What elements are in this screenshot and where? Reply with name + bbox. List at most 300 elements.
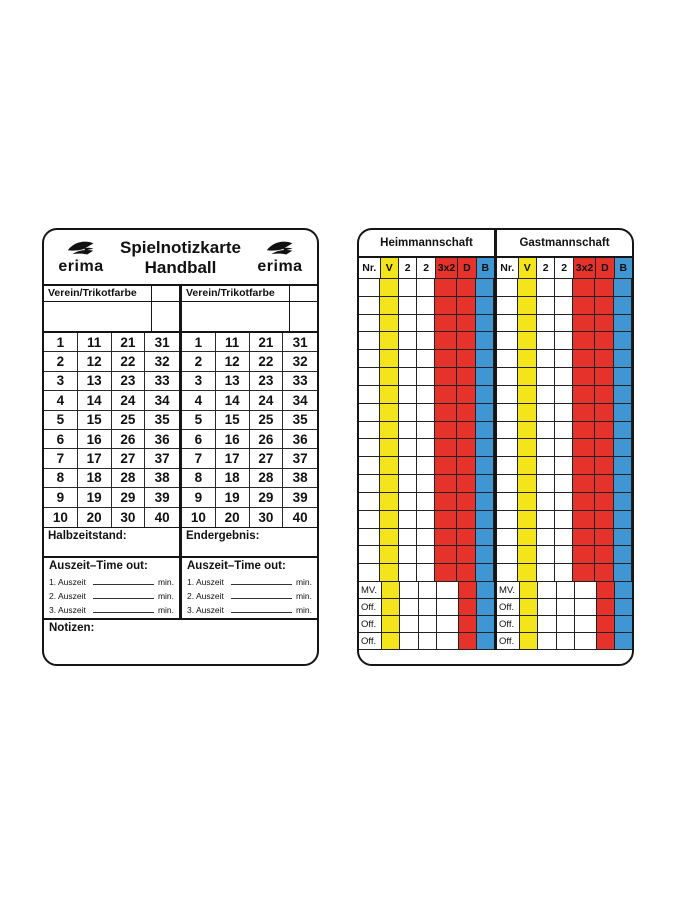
player-number-cell: 31 <box>145 333 179 352</box>
player-number-cell: 39 <box>145 488 179 507</box>
mark-cell <box>359 350 380 368</box>
player-number-cell: 40 <box>154 509 170 525</box>
player-number-cell: 11 <box>216 333 250 352</box>
player-number-cell: 8 <box>44 469 78 488</box>
mark-cell <box>538 633 556 650</box>
timeout-blank-line <box>231 598 292 599</box>
mark-cell <box>497 546 518 564</box>
player-number-cell: 36 <box>145 430 179 449</box>
mark-cell <box>419 633 437 650</box>
mark-cell <box>380 511 398 529</box>
mark-cell <box>417 315 435 333</box>
mark-cell <box>614 457 632 475</box>
official-row <box>497 582 632 599</box>
mark-cell <box>417 279 435 297</box>
mark-cell <box>459 582 477 599</box>
mark-cell <box>595 529 613 547</box>
mark-cell <box>518 564 536 582</box>
mark-cell <box>538 582 556 599</box>
timeout-lines <box>187 573 312 615</box>
timeout-label: 3. Auszeit <box>187 604 224 615</box>
mark-cell <box>380 564 398 582</box>
mark-cell <box>595 422 613 440</box>
mark-cell <box>614 511 632 529</box>
number-grid-home <box>44 333 179 527</box>
mark-cell <box>359 546 380 564</box>
mark-cell <box>614 297 632 315</box>
mark-cell <box>573 564 595 582</box>
mark-cell <box>359 386 380 404</box>
player-number-cell: 33 <box>283 372 317 391</box>
mark-cell <box>380 350 398 368</box>
player-number-cell: 3 <box>182 372 216 391</box>
mark-cell <box>476 475 494 493</box>
player-row <box>359 297 494 315</box>
timeout-home <box>44 558 179 618</box>
mark-cell <box>518 439 536 457</box>
timeout-unit: min. <box>157 576 174 587</box>
timeout-label: 1. Auszeit <box>187 576 224 587</box>
club-write-cell <box>182 302 290 331</box>
mark-cell <box>614 315 632 333</box>
mark-cell <box>573 439 595 457</box>
player-number-cell: 23 <box>250 372 284 391</box>
mark-cell <box>518 529 536 547</box>
player-number-cell: 4 <box>182 391 216 410</box>
mark-cell <box>595 493 613 511</box>
player-number-cell: 32 <box>283 352 317 371</box>
timeout-line <box>49 573 174 587</box>
mark-cell <box>435 439 457 457</box>
player-number-cell: 16 <box>216 430 250 449</box>
official-row <box>359 582 494 599</box>
game-note-card <box>42 228 319 666</box>
mark-cell <box>518 457 536 475</box>
player-row <box>497 439 632 457</box>
player-row <box>497 368 632 386</box>
mark-cell <box>597 599 615 616</box>
timeout-section <box>44 556 317 618</box>
player-row <box>497 475 632 493</box>
player-number-grid <box>182 333 317 527</box>
timeout-label: 1. Auszeit <box>49 576 86 587</box>
mark-cell <box>476 332 494 350</box>
mark-cell <box>497 457 518 475</box>
mark-cell <box>537 529 555 547</box>
mark-cell <box>437 616 459 633</box>
mark-cell <box>476 546 494 564</box>
mark-cell <box>595 404 613 422</box>
mark-cell <box>399 297 417 315</box>
mark-cell <box>459 616 477 633</box>
player-number-cell: 38 <box>145 469 179 488</box>
mark-cell <box>555 493 573 511</box>
player-row <box>497 529 632 547</box>
mark-cell <box>435 332 457 350</box>
mark-cell <box>380 475 398 493</box>
mark-cell <box>614 564 632 582</box>
mark-cell <box>615 599 632 616</box>
mark-cell <box>435 457 457 475</box>
player-row <box>359 279 494 297</box>
mark-cell <box>575 582 597 599</box>
player-number-cell: 24 <box>250 391 284 410</box>
mark-cell <box>497 350 518 368</box>
mark-cell <box>399 475 417 493</box>
timeout-label: 2. Auszeit <box>187 590 224 601</box>
mark-cell <box>573 404 595 422</box>
timeout-label: 3. Auszeit <box>49 604 86 615</box>
mark-cell <box>399 350 417 368</box>
mark-cell <box>437 582 459 599</box>
player-number-cell: 24 <box>112 391 146 410</box>
mark-cell <box>520 616 538 633</box>
mark-cell <box>520 633 538 650</box>
mark-cell <box>476 279 494 297</box>
player-row <box>497 350 632 368</box>
mark-cell <box>417 529 435 547</box>
official-row <box>359 616 494 633</box>
mark-cell <box>497 279 518 297</box>
official-label-cell: MV. <box>359 582 382 599</box>
player-number-grid <box>44 333 179 527</box>
player-number-cell: 19 <box>78 488 112 507</box>
mark-cell <box>595 279 613 297</box>
mark-cell <box>399 279 417 297</box>
mark-cell <box>557 582 575 599</box>
player-number-cell: 10 <box>182 508 216 527</box>
mark-cell <box>497 386 518 404</box>
player-row <box>359 386 494 404</box>
mark-cell <box>476 439 494 457</box>
column-header-cell: 2 <box>537 258 555 279</box>
mark-cell <box>518 511 536 529</box>
mark-cell <box>399 332 417 350</box>
mark-cell <box>476 529 494 547</box>
mark-cell <box>537 350 555 368</box>
player-row <box>497 457 632 475</box>
club-narrow-cell <box>152 302 179 331</box>
mark-cell <box>359 368 380 386</box>
mark-cell <box>615 633 632 650</box>
mark-cell <box>615 616 632 633</box>
player-number-cell: 30 <box>250 508 284 527</box>
mark-cell <box>595 564 613 582</box>
card-title <box>120 238 241 278</box>
column-header-cell: V <box>381 258 399 279</box>
mark-cell <box>435 511 457 529</box>
timeout-label: 2. Auszeit <box>49 590 86 601</box>
mark-cell <box>419 582 437 599</box>
penalty-track-card <box>357 228 634 666</box>
mark-cell <box>457 422 475 440</box>
mark-cell <box>359 439 380 457</box>
player-number-cell: 4 <box>44 391 78 410</box>
mark-cell <box>537 546 555 564</box>
mark-cell <box>538 616 556 633</box>
halftime-score-cell: Halbzeitstand: <box>48 529 127 542</box>
mark-cell <box>597 616 615 633</box>
mark-cell <box>457 279 475 297</box>
mark-cell <box>457 529 475 547</box>
mark-cell <box>537 404 555 422</box>
mark-cell <box>399 529 417 547</box>
mark-cell <box>399 511 417 529</box>
mark-cell <box>476 457 494 475</box>
mark-cell <box>399 546 417 564</box>
column-header-cell: Nr. <box>359 258 381 279</box>
mark-cell <box>614 546 632 564</box>
player-number-cell: 36 <box>283 430 317 449</box>
mark-cell <box>497 475 518 493</box>
player-number-cell: 16 <box>78 430 112 449</box>
mark-cell <box>518 279 536 297</box>
mark-cell <box>435 279 457 297</box>
mark-cell <box>476 511 494 529</box>
mark-cell <box>417 332 435 350</box>
player-number-cell: 5 <box>182 411 216 430</box>
mark-cell <box>459 599 477 616</box>
column-header-cell: 2 <box>555 258 573 279</box>
mark-cell <box>457 315 475 333</box>
mark-cell <box>573 297 595 315</box>
mark-cell <box>614 279 632 297</box>
mark-cell <box>399 404 417 422</box>
mark-cell <box>555 350 573 368</box>
mark-cell <box>537 564 555 582</box>
column-header-cell: 2 <box>417 258 435 279</box>
club-header-label: Verein/Trikotfarbe <box>182 286 290 301</box>
mark-cell <box>437 633 459 650</box>
mark-cell <box>380 297 398 315</box>
mark-cell <box>537 315 555 333</box>
player-number-cell: 5 <box>44 411 78 430</box>
player-row <box>359 422 494 440</box>
player-number-cell: 1 <box>44 333 78 352</box>
player-number-cell: 20 <box>78 508 112 527</box>
mark-cell <box>476 564 494 582</box>
mark-cell <box>497 564 518 582</box>
player-number-cell: 1 <box>182 333 216 352</box>
player-number-cell: 2 <box>44 352 78 371</box>
mark-cell <box>518 297 536 315</box>
mark-cell <box>380 546 398 564</box>
player-number-cell: 30 <box>112 508 146 527</box>
player-number-cell: 8 <box>182 469 216 488</box>
player-row <box>497 564 632 582</box>
official-row <box>497 599 632 616</box>
mark-cell <box>537 297 555 315</box>
mark-cell <box>477 616 494 633</box>
mark-cell <box>614 529 632 547</box>
player-number-cell: 21 <box>112 333 146 352</box>
mark-cell <box>476 404 494 422</box>
mark-cell <box>380 386 398 404</box>
brand-wordmark: erima <box>257 258 303 275</box>
timeout-unit: min. <box>295 590 312 601</box>
player-number-cell: 15 <box>78 411 112 430</box>
official-label-cell: Off. <box>359 633 382 650</box>
player-row <box>359 439 494 457</box>
official-label-cell: Off. <box>497 599 520 616</box>
player-number-cell: 25 <box>112 411 146 430</box>
player-number-cell: 29 <box>250 488 284 507</box>
player-number-cell: 17 <box>78 449 112 468</box>
mark-cell <box>359 279 380 297</box>
mark-cell <box>359 457 380 475</box>
mark-cell <box>575 616 597 633</box>
official-label-cell: Off. <box>359 599 382 616</box>
mark-cell <box>555 439 573 457</box>
official-row <box>359 633 494 650</box>
mark-cell <box>520 599 538 616</box>
timeout-unit: min. <box>295 604 312 615</box>
player-number-cell: 39 <box>283 488 317 507</box>
mark-cell <box>417 422 435 440</box>
mark-cell <box>537 422 555 440</box>
mark-cell <box>573 332 595 350</box>
player-number-cell: 12 <box>216 352 250 371</box>
mark-cell <box>457 350 475 368</box>
mark-cell <box>435 529 457 547</box>
mark-cell <box>359 511 380 529</box>
club-header-guest <box>179 286 317 301</box>
mark-cell <box>595 439 613 457</box>
mark-cell <box>380 315 398 333</box>
mark-cell <box>359 297 380 315</box>
mark-cell <box>518 422 536 440</box>
notes-section <box>44 618 317 636</box>
mark-cell <box>417 493 435 511</box>
mark-cell <box>359 493 380 511</box>
mark-cell <box>417 546 435 564</box>
player-number-cell: 28 <box>250 469 284 488</box>
mark-cell <box>537 279 555 297</box>
column-header-cell: V <box>519 258 537 279</box>
timeout-line <box>187 573 312 587</box>
mark-cell <box>400 633 418 650</box>
mark-cell <box>595 457 613 475</box>
player-row <box>497 511 632 529</box>
player-number-cell: 14 <box>216 391 250 410</box>
mark-cell <box>595 511 613 529</box>
mark-cell <box>399 493 417 511</box>
erima-logo-icon <box>264 241 296 258</box>
mark-cell <box>555 332 573 350</box>
player-number-cell: 38 <box>283 469 317 488</box>
player-number-cell: 35 <box>145 411 179 430</box>
player-number-cell: 26 <box>112 430 146 449</box>
mark-cell <box>359 422 380 440</box>
mark-cell <box>573 315 595 333</box>
player-number-cell: 6 <box>44 430 78 449</box>
mark-cell <box>417 297 435 315</box>
player-number-cell: 3 <box>44 372 78 391</box>
mark-cell <box>476 350 494 368</box>
team-title: Gastmannschaft <box>497 230 632 258</box>
mark-cell <box>457 564 475 582</box>
brand-wordmark: erima <box>58 258 104 275</box>
player-row <box>359 332 494 350</box>
mark-cell <box>573 350 595 368</box>
mark-cell <box>555 368 573 386</box>
number-grid-row <box>44 331 317 527</box>
mark-cell <box>359 564 380 582</box>
player-row <box>497 315 632 333</box>
mark-cell <box>399 422 417 440</box>
mark-cell <box>497 529 518 547</box>
mark-cell <box>382 582 400 599</box>
timeout-guest <box>179 558 317 618</box>
mark-cell <box>537 368 555 386</box>
mark-cell <box>457 404 475 422</box>
mark-cell <box>518 386 536 404</box>
player-number-cell: 21 <box>250 333 284 352</box>
mark-cell <box>520 582 538 599</box>
mark-cell <box>497 439 518 457</box>
mark-cell <box>518 332 536 350</box>
mark-cell <box>459 633 477 650</box>
club-write-home <box>44 302 179 331</box>
player-number-cell: 11 <box>78 333 112 352</box>
timeout-blank-line <box>93 584 154 585</box>
mark-cell <box>555 297 573 315</box>
mark-cell <box>614 404 632 422</box>
mark-cell <box>518 368 536 386</box>
player-number-cell: 31 <box>283 333 317 352</box>
player-number-cell: 37 <box>145 449 179 468</box>
club-header-label: Verein/Trikotfarbe <box>44 286 152 301</box>
mark-cell <box>399 564 417 582</box>
mark-cell <box>382 633 400 650</box>
player-number-cell: 33 <box>145 372 179 391</box>
mark-cell <box>359 315 380 333</box>
mark-cell <box>417 511 435 529</box>
mark-cell <box>476 297 494 315</box>
player-number-cell: 13 <box>78 372 112 391</box>
mark-cell <box>614 332 632 350</box>
club-narrow-cell <box>290 302 317 331</box>
mark-cell <box>419 616 437 633</box>
player-row <box>359 350 494 368</box>
mark-cell <box>573 529 595 547</box>
mark-cell <box>497 315 518 333</box>
mark-cell <box>476 422 494 440</box>
timeout-lines <box>49 573 174 615</box>
mark-cell <box>555 315 573 333</box>
mark-cell <box>457 493 475 511</box>
timeout-title: Auszeit–Time out: <box>49 559 148 572</box>
mark-cell <box>537 457 555 475</box>
column-header-cell: D <box>596 258 614 279</box>
mark-cell <box>435 386 457 404</box>
mark-cell <box>476 368 494 386</box>
team-column <box>494 230 632 650</box>
mark-cell <box>400 599 418 616</box>
mark-cell <box>555 422 573 440</box>
mark-cell <box>518 350 536 368</box>
official-label-cell: Off. <box>497 616 520 633</box>
result-row <box>44 527 317 556</box>
mark-cell <box>399 315 417 333</box>
mark-cell <box>380 457 398 475</box>
timeout-unit: min. <box>295 576 312 587</box>
mark-cell <box>537 511 555 529</box>
club-write-cell <box>44 302 152 331</box>
timeout-blank-line <box>231 584 292 585</box>
mark-cell <box>435 546 457 564</box>
mark-cell <box>595 315 613 333</box>
